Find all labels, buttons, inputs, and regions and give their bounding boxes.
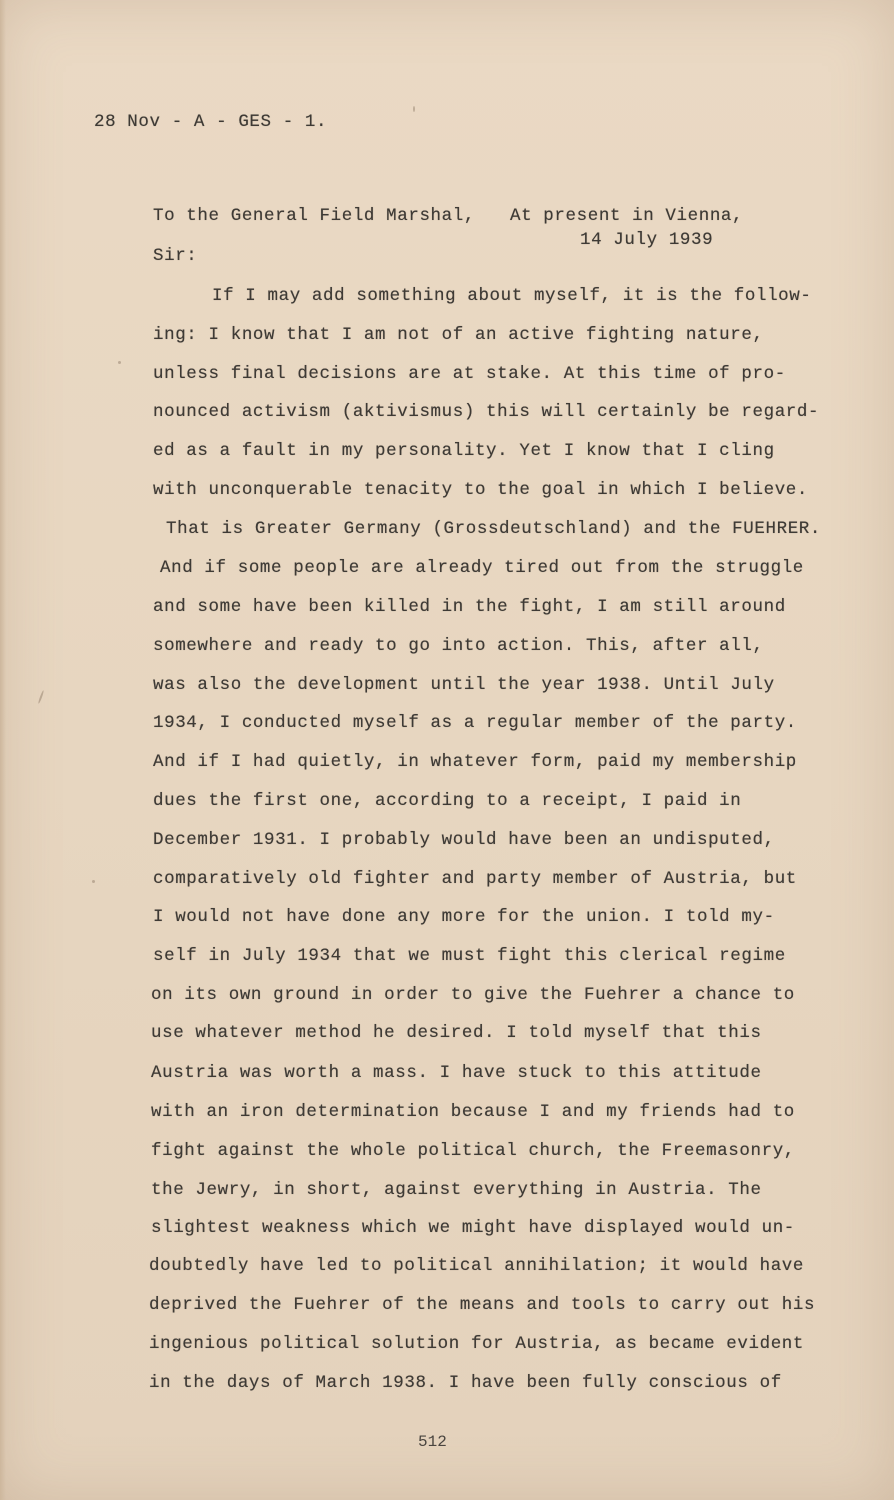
body-line: That is Greater Germany (Grossdeutschland) and the FUEHRER.: [166, 519, 822, 539]
body-line: ing: I know that I am not of an active fighting nature,: [153, 325, 764, 345]
body-line: self in July 1934 that we must fight this clerical regime: [153, 946, 786, 966]
body-line: ed as a fault in my personality. Yet I know that I cling: [153, 441, 775, 461]
body-line: fight against the whole political church, the Freemasonry,: [151, 1141, 795, 1161]
body-line: on its own ground in order to give the Fuehrer a chance to: [151, 985, 795, 1005]
recipient-address: To the General Field Marshal,: [153, 206, 475, 226]
body-line: was also the development until the year 1938. Until July: [153, 675, 775, 695]
body-line: I would not have done any more for the union. I told my-: [153, 907, 775, 927]
body-line: dues the first one, according to a receipt, I paid in: [153, 791, 742, 811]
body-line: deprived the Fuehrer of the means and tools to carry out his: [149, 1295, 816, 1315]
body-line: and some have been killed in the fight, I am still around: [153, 597, 786, 617]
body-line: And if some people are already tired out from the struggle: [160, 558, 804, 578]
ink-speck: [118, 361, 121, 364]
body-line: doubtedly have led to political annihilation; it would have: [149, 1256, 805, 1276]
body-line: December 1931. I probably would have been an undisputed,: [153, 830, 775, 850]
letter-location: At present in Vienna,: [510, 206, 744, 226]
document-reference: 28 Nov - A - GES - 1.: [94, 112, 328, 132]
body-line: with unconquerable tenacity to the goal in which I believe.: [153, 480, 809, 500]
ink-speck: [413, 106, 415, 112]
body-line: Austria was worth a mass. I have stuck to this attitude: [151, 1063, 762, 1083]
salutation: Sir:: [153, 246, 198, 266]
body-line: If I may add something about myself, it is the follow-: [212, 286, 812, 306]
body-line: in the days of March 1938. I have been fully conscious of: [149, 1373, 782, 1393]
page-edge: [0, 0, 6, 1500]
body-line: somewhere and ready to go into action. This, after all,: [153, 636, 764, 656]
body-line: nounced activism (aktivismus) this will certainly be regard-: [153, 402, 820, 422]
body-line: the Jewry, in short, against everything in Austria. The: [151, 1180, 762, 1200]
body-line: And if I had quietly, in whatever form, paid my membership: [153, 752, 797, 772]
body-line: use whatever method he desired. I told myself that this: [151, 1023, 762, 1043]
body-line: with an iron determination because I and my friends had to: [151, 1102, 795, 1122]
ink-speck: [38, 690, 45, 704]
body-line: slightest weakness which we might have displayed would un-: [151, 1218, 795, 1238]
body-line: 1934, I conducted myself as a regular member of the party.: [153, 713, 797, 733]
body-line: comparatively old fighter and party member of Austria, but: [153, 869, 797, 889]
body-line: ingenious political solution for Austria, as became evident: [149, 1334, 805, 1354]
ink-speck: [92, 880, 95, 883]
page-number: 512: [418, 1433, 447, 1451]
letter-date: 14 July 1939: [580, 230, 714, 250]
body-line: unless final decisions are at stake. At this time of pro-: [153, 364, 786, 384]
